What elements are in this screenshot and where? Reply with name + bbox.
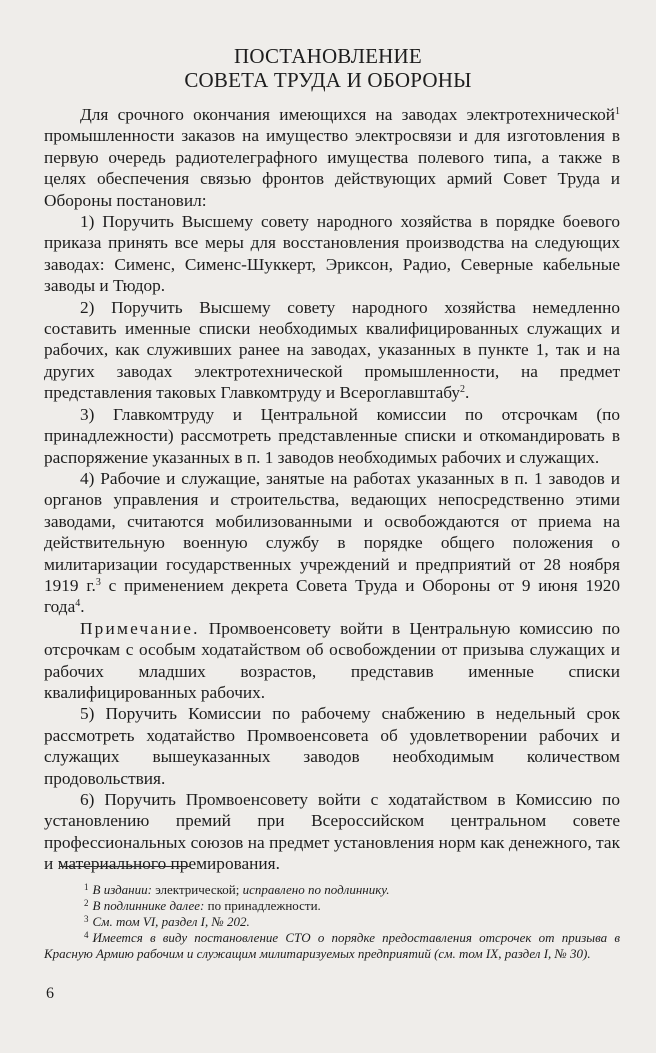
footnote-1-roman: электрической; — [151, 882, 243, 897]
item-2-text: 2) Поручить Высшему совету народного хозяйства немедленно составить именные списки необходимых квалифицированных служащих и рабочих, как служивших ранее на заводах, указанных в пункте 1, так и на других заводах электротехнической промышленности, на предмет представления таковых Главкомтруду и Всероглавштабу — [44, 297, 620, 403]
document-title — [0, 44, 656, 92]
footnote-1-italic-2: исправлено по подлиннику. — [242, 882, 390, 897]
footnote-4-num: 4 — [84, 930, 89, 940]
note-paragraph — [44, 618, 620, 704]
footnote-2 — [44, 898, 620, 914]
item-1: 1) Поручить Высшему совету народного хозяйства в порядке боевого приказа принять все меры для восстановления производства на следующих заводах: Сименс, Сименс-Шуккерт, Эриксон, Радио, Северные кабельные заводы и Тюдор. — [44, 212, 620, 296]
item-2-end: . — [465, 383, 470, 403]
item-4 — [44, 468, 620, 618]
footnote-ref-3: 3 — [95, 576, 101, 588]
item-5: 5) Поручить Комиссии по рабочему снабжению в недельный срок рассмотреть ходатайство Промвоенсовета об удовлетворении рабочих и служащих вышеуказанных заводов необходимым количеством продовольствия. — [44, 704, 620, 788]
item-6: 6) Поручить Промвоенсовету войти с ходатайством в Комиссию по установлению премий при Всероссийском центральном совете профессиональных союзов на предмет установления норм как денежного, так и материального премирования. — [44, 790, 620, 874]
intro-text-cont: промышленности заказов на имущество электросвязи и для изготовления в первую очередь радиотелеграфного имущества полевого типа, а также в целях обеспечения связью фронтов действующих армий Совет Труда и Обороны постановил: — [44, 126, 620, 210]
footnotes — [44, 882, 620, 962]
footnote-3-italic: См. том VI, раздел I, № 202. — [92, 914, 250, 929]
footnote-divider — [60, 866, 190, 867]
footnote-1 — [44, 882, 620, 898]
item-4-end: . — [80, 597, 85, 617]
intro-paragraph — [44, 104, 620, 211]
footnote-ref-2: 2 — [460, 384, 466, 396]
note-label: Примечание. — [80, 618, 200, 638]
footnote-2-num: 2 — [84, 898, 89, 908]
item-2 — [44, 297, 620, 404]
title-line-1: ПОСТАНОВЛЕНИЕ — [234, 44, 422, 68]
footnote-1-num: 1 — [84, 882, 89, 892]
document-body — [44, 104, 620, 875]
footnote-1-italic: В издании: — [92, 882, 152, 897]
note-text: Промвоенсовету войти в Центральную комиссию по отсрочкам с особым ходатайством об освобождении от призыва служащих и рабочих младших возрастов, представив именные списки квалифицированных рабочих. — [44, 618, 620, 702]
intro-text: Для срочного окончания имеющихся на заводах электротехнической — [80, 105, 615, 124]
footnote-ref-4: 4 — [75, 598, 81, 610]
footnote-3 — [44, 914, 620, 930]
footnote-4 — [44, 930, 620, 962]
footnote-2-roman: по принадлежности. — [204, 898, 321, 913]
footnote-ref-1: 1 — [615, 106, 620, 117]
page-number: 6 — [46, 985, 54, 1002]
item-4-text: 4) Рабочие и служащие, занятые на работах указанных в п. 1 заводов и органов управления и строительства, ведающих непосредственно этими заводами, считаются мобилизованными и освобождаются от приема на действительную военную службу в порядке общего положения о милитаризации государственных учреждений и предприятий от 28 ноября 1919 г. — [44, 468, 620, 595]
item-4-text-cont: с применением декрета Совета Труда и Обороны от 9 июня 1920 года — [44, 575, 620, 617]
item-3: 3) Главкомтруду и Центральной комиссии по отсрочкам (по принадлежности) рассмотреть представленные списки и откомандировать в распоряжение указанных в п. 1 заводов необходимых рабочих и служащих. — [44, 404, 620, 467]
footnote-3-num: 3 — [84, 914, 89, 924]
title-line-2: СОВЕТА ТРУДА И ОБОРОНЫ — [184, 68, 472, 92]
footnote-4-italic: Имеется в виду постановление СТО о порядке предоставления отсрочек от призыва в Красную Армию рабочим и служащим милитаризуемых предприятий (см. том IX, раздел I, № 30). — [44, 930, 620, 961]
footnote-2-italic: В подлиннике далее: — [92, 898, 205, 913]
